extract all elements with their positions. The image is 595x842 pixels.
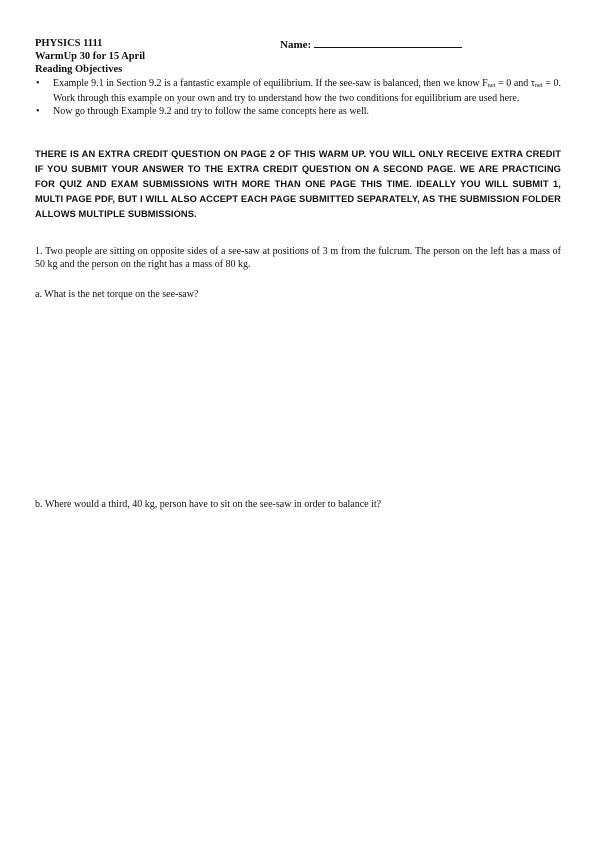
reading-objectives-list	[35, 78, 561, 118]
header	[35, 37, 565, 76]
force-symbol: F	[482, 78, 488, 89]
extra-credit-notice: THERE IS AN EXTRA CREDIT QUESTION ON PAGE 2 OF THIS WARM UP. YOU WILL ONLY RECEIVE EXTRA CREDIT IF YOU SUBMIT YOUR ANSWER TO THE EXTRA CREDIT QUESTION ON A SECOND PAGE. WE ARE PRACTICING FOR QUIZ AND EXAM SUBMISSIONS WITH MORE THAN ONE PAGE THIS TIME. IDEALLY YOU WILL SUBMIT 1, MULTI PAGE PDF, BUT I WILL ALSO ACCEPT EACH PAGE SUBMITTED SEPARATELY, AS THE SUBMISSION FOLDER ALLOWS MULTIPLE SUBMISSIONS.	[35, 149, 561, 219]
force-subscript: net	[487, 82, 496, 89]
objective-text: Now go through Example 9.2 and try to follow the same concepts here as well.	[53, 105, 370, 117]
bullet-icon: •	[36, 105, 40, 117]
list-item	[35, 78, 561, 106]
question-1b: b. Where would a third, 40 kg, person have to sit on the see-saw in order to balance it?	[35, 499, 382, 510]
name-field	[280, 37, 462, 52]
equation-text: = 0 and	[495, 78, 531, 89]
torque-symbol: τ	[530, 78, 535, 89]
name-blank-line[interactable]	[314, 37, 462, 48]
course-title: PHYSICS 1111	[35, 38, 103, 49]
warmup-title: WarmUp 30 for 15 April	[35, 51, 146, 62]
bullet-icon: •	[36, 78, 40, 89]
objective-text-continued: = 0. Work through this example on your own and try to understand how the two conditions for equilibrium are used here.	[53, 78, 561, 104]
name-label: Name:	[280, 39, 312, 51]
torque-subscript: net	[534, 82, 543, 89]
objective-text: Example 9.1 in Section 9.2 is a fantastic example of equilibrium. If the see-saw is balanced, then we know	[53, 78, 483, 89]
list-item	[35, 106, 561, 119]
question-1: 1. Two people are sitting on opposite sides of a see-saw at positions of 3 m from the fulcrum. The person on the left has a mass of 50 kg and the person on the right has a mass of 80 kg.	[35, 246, 561, 270]
section-title: Reading Objectives	[35, 64, 123, 75]
question-1a: a. What is the net torque on the see-saw?	[35, 289, 199, 300]
